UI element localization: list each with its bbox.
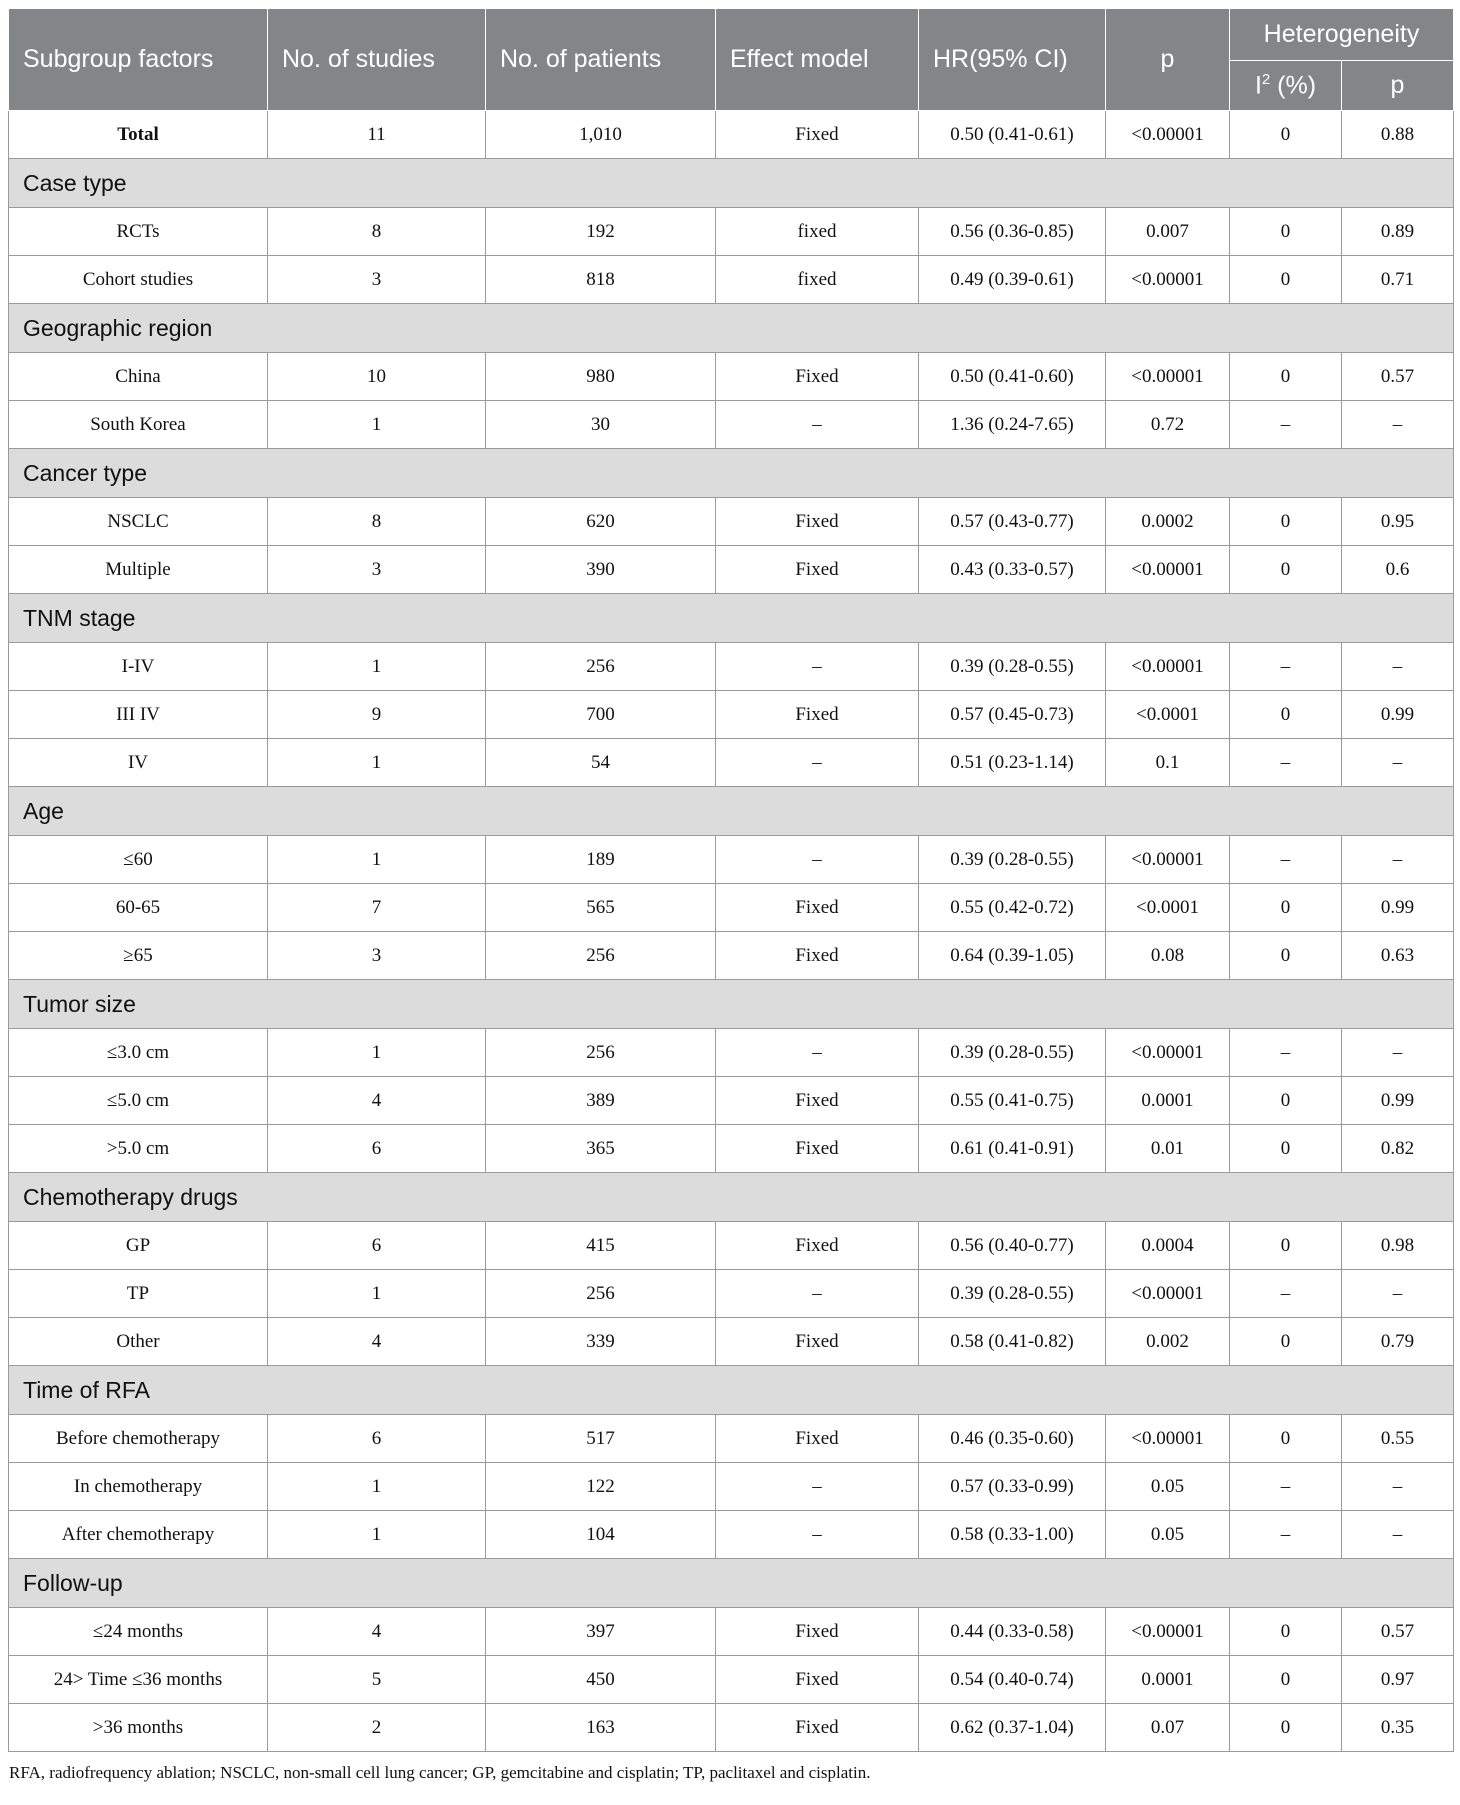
cell-studies: 6 (268, 1125, 486, 1173)
cell-hr-ci: 1.36 (0.24-7.65) (919, 401, 1106, 449)
cell-i-squared: 0 (1230, 1608, 1342, 1656)
cell-heterogeneity-p: 0.97 (1342, 1656, 1454, 1704)
cell-patients: 104 (486, 1511, 716, 1559)
cell-patients: 389 (486, 1077, 716, 1125)
cell-patients: 365 (486, 1125, 716, 1173)
table-row (9, 836, 1454, 884)
section-label: Follow-up (9, 1559, 1454, 1608)
cell-p-value: 0.0001 (1106, 1656, 1230, 1704)
cell-hr-ci: 0.39 (0.28-0.55) (919, 1270, 1106, 1318)
cell-hr-ci: 0.39 (0.28-0.55) (919, 643, 1106, 691)
cell-i-squared: – (1230, 1511, 1342, 1559)
cell-studies: 1 (268, 643, 486, 691)
cell-heterogeneity-p: 0.6 (1342, 546, 1454, 594)
table-row (9, 1318, 1454, 1366)
header-i-squared-sup: 2 (1261, 70, 1271, 88)
cell-effect-model: Fixed (716, 111, 919, 159)
cell-patients: 256 (486, 932, 716, 980)
cell-heterogeneity-p: – (1342, 1463, 1454, 1511)
total-row (9, 111, 1454, 159)
cell-effect-model: Fixed (716, 884, 919, 932)
table-row (9, 1511, 1454, 1559)
cell-p-value: 0.72 (1106, 401, 1230, 449)
cell-p-value: 0.05 (1106, 1463, 1230, 1511)
cell-i-squared: – (1230, 836, 1342, 884)
cell-effect-model: – (716, 643, 919, 691)
cell-heterogeneity-p: 0.89 (1342, 208, 1454, 256)
cell-subgroup: In chemotherapy (9, 1463, 268, 1511)
cell-hr-ci: 0.64 (0.39-1.05) (919, 932, 1106, 980)
cell-patients: 700 (486, 691, 716, 739)
table-row (9, 1415, 1454, 1463)
cell-effect-model: Fixed (716, 353, 919, 401)
cell-studies: 10 (268, 353, 486, 401)
cell-i-squared: 0 (1230, 1222, 1342, 1270)
table-row (9, 1656, 1454, 1704)
cell-patients: 450 (486, 1656, 716, 1704)
cell-heterogeneity-p: – (1342, 1029, 1454, 1077)
table-container (8, 8, 1453, 1783)
cell-p-value: 0.0004 (1106, 1222, 1230, 1270)
cell-hr-ci: 0.58 (0.41-0.82) (919, 1318, 1106, 1366)
table-row (9, 353, 1454, 401)
cell-p-value: <0.00001 (1106, 836, 1230, 884)
cell-effect-model: fixed (716, 256, 919, 304)
header-heterogeneity-p: p (1342, 61, 1454, 111)
cell-subgroup: Other (9, 1318, 268, 1366)
section-row (9, 1559, 1454, 1608)
cell-p-value: <0.0001 (1106, 691, 1230, 739)
header-no-of-patients: No. of patients (486, 9, 716, 111)
cell-patients: 189 (486, 836, 716, 884)
cell-heterogeneity-p: 0.79 (1342, 1318, 1454, 1366)
table-row (9, 1704, 1454, 1752)
cell-hr-ci: 0.39 (0.28-0.55) (919, 836, 1106, 884)
cell-subgroup: ≤3.0 cm (9, 1029, 268, 1077)
cell-i-squared: 0 (1230, 1415, 1342, 1463)
cell-heterogeneity-p: – (1342, 739, 1454, 787)
section-row (9, 1366, 1454, 1415)
cell-i-squared: – (1230, 401, 1342, 449)
cell-studies: 1 (268, 836, 486, 884)
cell-effect-model: – (716, 836, 919, 884)
cell-subgroup: South Korea (9, 401, 268, 449)
cell-subgroup: After chemotherapy (9, 1511, 268, 1559)
subgroup-analysis-table (8, 8, 1454, 1752)
table-footnote: RFA, radiofrequency ablation; NSCLC, non-small cell lung cancer; GP, gemcitabine and cisplatin; TP, paclitaxel and cisplatin. (9, 1763, 871, 1782)
cell-subgroup: 24> Time ≤36 months (9, 1656, 268, 1704)
cell-effect-model: Fixed (716, 1222, 919, 1270)
cell-p-value: <0.0001 (1106, 884, 1230, 932)
table-body (9, 111, 1454, 1752)
section-label: Time of RFA (9, 1366, 1454, 1415)
cell-heterogeneity-p: – (1342, 836, 1454, 884)
cell-subgroup: >5.0 cm (9, 1125, 268, 1173)
cell-heterogeneity-p: – (1342, 643, 1454, 691)
cell-hr-ci: 0.57 (0.33-0.99) (919, 1463, 1106, 1511)
cell-studies: 1 (268, 1029, 486, 1077)
cell-subgroup: III IV (9, 691, 268, 739)
cell-effect-model: fixed (716, 208, 919, 256)
header-subgroup-factors: Subgroup factors (9, 9, 268, 111)
cell-heterogeneity-p: – (1342, 401, 1454, 449)
table-row (9, 1222, 1454, 1270)
cell-effect-model: – (716, 739, 919, 787)
cell-studies: 1 (268, 739, 486, 787)
cell-hr-ci: 0.54 (0.40-0.74) (919, 1656, 1106, 1704)
section-label: Chemotherapy drugs (9, 1173, 1454, 1222)
section-row (9, 1173, 1454, 1222)
cell-effect-model: – (716, 1511, 919, 1559)
cell-heterogeneity-p: 0.35 (1342, 1704, 1454, 1752)
cell-heterogeneity-p: 0.63 (1342, 932, 1454, 980)
cell-studies: 7 (268, 884, 486, 932)
cell-subgroup: ≥65 (9, 932, 268, 980)
cell-patients: 565 (486, 884, 716, 932)
header-effect-model: Effect model (716, 9, 919, 111)
cell-hr-ci: 0.62 (0.37-1.04) (919, 1704, 1106, 1752)
cell-i-squared: 0 (1230, 498, 1342, 546)
cell-subgroup: Total (9, 111, 268, 159)
cell-effect-model: Fixed (716, 932, 919, 980)
header-i-squared-base: I (1254, 71, 1262, 100)
cell-subgroup: GP (9, 1222, 268, 1270)
cell-i-squared: – (1230, 1270, 1342, 1318)
cell-heterogeneity-p: 0.57 (1342, 1608, 1454, 1656)
section-label: Geographic region (9, 304, 1454, 353)
cell-studies: 1 (268, 1511, 486, 1559)
cell-studies: 2 (268, 1704, 486, 1752)
cell-effect-model: – (716, 401, 919, 449)
table-row (9, 643, 1454, 691)
table-row (9, 739, 1454, 787)
header-no-of-studies: No. of studies (268, 9, 486, 111)
cell-hr-ci: 0.50 (0.41-0.61) (919, 111, 1106, 159)
cell-patients: 256 (486, 643, 716, 691)
cell-i-squared: 0 (1230, 884, 1342, 932)
cell-heterogeneity-p: 0.82 (1342, 1125, 1454, 1173)
cell-hr-ci: 0.57 (0.45-0.73) (919, 691, 1106, 739)
cell-subgroup: IV (9, 739, 268, 787)
cell-i-squared: – (1230, 643, 1342, 691)
cell-i-squared: 0 (1230, 1318, 1342, 1366)
cell-patients: 980 (486, 353, 716, 401)
cell-hr-ci: 0.56 (0.40-0.77) (919, 1222, 1106, 1270)
cell-patients: 163 (486, 1704, 716, 1752)
cell-hr-ci: 0.39 (0.28-0.55) (919, 1029, 1106, 1077)
cell-p-value: 0.1 (1106, 739, 1230, 787)
cell-subgroup: China (9, 353, 268, 401)
cell-heterogeneity-p: 0.55 (1342, 1415, 1454, 1463)
cell-studies: 8 (268, 208, 486, 256)
cell-i-squared: 0 (1230, 256, 1342, 304)
cell-patients: 818 (486, 256, 716, 304)
cell-effect-model: Fixed (716, 691, 919, 739)
cell-heterogeneity-p: – (1342, 1511, 1454, 1559)
cell-effect-model: Fixed (716, 1125, 919, 1173)
cell-hr-ci: 0.61 (0.41-0.91) (919, 1125, 1106, 1173)
cell-effect-model: – (716, 1029, 919, 1077)
cell-i-squared: 0 (1230, 111, 1342, 159)
cell-p-value: <0.00001 (1106, 643, 1230, 691)
cell-heterogeneity-p: 0.99 (1342, 691, 1454, 739)
cell-p-value: 0.08 (1106, 932, 1230, 980)
table-row (9, 884, 1454, 932)
cell-subgroup: TP (9, 1270, 268, 1318)
cell-effect-model: Fixed (716, 1415, 919, 1463)
header-i-squared (1230, 61, 1342, 111)
cell-p-value: 0.05 (1106, 1511, 1230, 1559)
cell-studies: 6 (268, 1415, 486, 1463)
cell-effect-model: Fixed (716, 1077, 919, 1125)
section-row (9, 980, 1454, 1029)
section-label: Cancer type (9, 449, 1454, 498)
cell-p-value: 0.0002 (1106, 498, 1230, 546)
cell-patients: 397 (486, 1608, 716, 1656)
cell-patients: 192 (486, 208, 716, 256)
cell-hr-ci: 0.57 (0.43-0.77) (919, 498, 1106, 546)
cell-i-squared: 0 (1230, 1704, 1342, 1752)
cell-subgroup: ≤24 months (9, 1608, 268, 1656)
cell-studies: 5 (268, 1656, 486, 1704)
cell-subgroup: >36 months (9, 1704, 268, 1752)
table-row (9, 1125, 1454, 1173)
cell-p-value: <0.00001 (1106, 1270, 1230, 1318)
cell-effect-model: Fixed (716, 1704, 919, 1752)
header-i-squared-suffix: (%) (1270, 71, 1317, 100)
cell-hr-ci: 0.44 (0.33-0.58) (919, 1608, 1106, 1656)
section-row (9, 449, 1454, 498)
section-row (9, 304, 1454, 353)
cell-studies: 3 (268, 932, 486, 980)
table-row (9, 1608, 1454, 1656)
cell-i-squared: – (1230, 1029, 1342, 1077)
cell-hr-ci: 0.56 (0.36-0.85) (919, 208, 1106, 256)
cell-patients: 256 (486, 1029, 716, 1077)
table-row (9, 401, 1454, 449)
table-row (9, 498, 1454, 546)
cell-heterogeneity-p: 0.99 (1342, 884, 1454, 932)
cell-hr-ci: 0.43 (0.33-0.57) (919, 546, 1106, 594)
cell-hr-ci: 0.55 (0.42-0.72) (919, 884, 1106, 932)
cell-effect-model: Fixed (716, 1656, 919, 1704)
cell-subgroup: NSCLC (9, 498, 268, 546)
cell-effect-model: Fixed (716, 498, 919, 546)
cell-studies: 11 (268, 111, 486, 159)
cell-patients: 390 (486, 546, 716, 594)
cell-p-value: <0.00001 (1106, 1029, 1230, 1077)
cell-p-value: <0.00001 (1106, 256, 1230, 304)
table-row (9, 1270, 1454, 1318)
cell-p-value: <0.00001 (1106, 546, 1230, 594)
cell-patients: 30 (486, 401, 716, 449)
cell-studies: 4 (268, 1077, 486, 1125)
section-label: Age (9, 787, 1454, 836)
cell-studies: 9 (268, 691, 486, 739)
cell-patients: 620 (486, 498, 716, 546)
section-label: Tumor size (9, 980, 1454, 1029)
cell-subgroup: RCTs (9, 208, 268, 256)
cell-effect-model: – (716, 1463, 919, 1511)
table-row (9, 1029, 1454, 1077)
cell-studies: 3 (268, 256, 486, 304)
cell-subgroup: ≤5.0 cm (9, 1077, 268, 1125)
cell-p-value: 0.002 (1106, 1318, 1230, 1366)
cell-i-squared: 0 (1230, 1125, 1342, 1173)
cell-studies: 1 (268, 401, 486, 449)
cell-i-squared: 0 (1230, 1656, 1342, 1704)
cell-i-squared: 0 (1230, 1077, 1342, 1125)
cell-subgroup: Before chemotherapy (9, 1415, 268, 1463)
cell-heterogeneity-p: 0.57 (1342, 353, 1454, 401)
cell-p-value: 0.07 (1106, 1704, 1230, 1752)
cell-effect-model: – (716, 1270, 919, 1318)
cell-patients: 517 (486, 1415, 716, 1463)
cell-studies: 1 (268, 1270, 486, 1318)
cell-hr-ci: 0.55 (0.41-0.75) (919, 1077, 1106, 1125)
section-row (9, 159, 1454, 208)
cell-i-squared: – (1230, 739, 1342, 787)
cell-subgroup: 60-65 (9, 884, 268, 932)
header-hr-ci: HR(95% CI) (919, 9, 1106, 111)
cell-patients: 256 (486, 1270, 716, 1318)
cell-effect-model: Fixed (716, 546, 919, 594)
cell-subgroup: I-IV (9, 643, 268, 691)
cell-subgroup: Cohort studies (9, 256, 268, 304)
table-row (9, 691, 1454, 739)
cell-i-squared: 0 (1230, 546, 1342, 594)
cell-hr-ci: 0.58 (0.33-1.00) (919, 1511, 1106, 1559)
cell-patients: 54 (486, 739, 716, 787)
cell-heterogeneity-p: 0.98 (1342, 1222, 1454, 1270)
cell-heterogeneity-p: 0.88 (1342, 111, 1454, 159)
cell-p-value: 0.01 (1106, 1125, 1230, 1173)
cell-hr-ci: 0.50 (0.41-0.60) (919, 353, 1106, 401)
cell-hr-ci: 0.51 (0.23-1.14) (919, 739, 1106, 787)
header-p-value: p (1106, 9, 1230, 111)
cell-effect-model: Fixed (716, 1318, 919, 1366)
cell-heterogeneity-p: 0.99 (1342, 1077, 1454, 1125)
cell-i-squared: – (1230, 1463, 1342, 1511)
table-header (9, 9, 1454, 111)
header-heterogeneity: Heterogeneity (1230, 9, 1454, 61)
cell-i-squared: 0 (1230, 353, 1342, 401)
cell-i-squared: 0 (1230, 208, 1342, 256)
cell-heterogeneity-p: 0.95 (1342, 498, 1454, 546)
section-row (9, 594, 1454, 643)
cell-patients: 1,010 (486, 111, 716, 159)
cell-subgroup: ≤60 (9, 836, 268, 884)
cell-p-value: 0.0001 (1106, 1077, 1230, 1125)
table-row (9, 208, 1454, 256)
section-label: Case type (9, 159, 1454, 208)
cell-p-value: <0.00001 (1106, 111, 1230, 159)
cell-studies: 1 (268, 1463, 486, 1511)
table-row (9, 932, 1454, 980)
table-row (9, 1463, 1454, 1511)
cell-studies: 6 (268, 1222, 486, 1270)
cell-studies: 3 (268, 546, 486, 594)
cell-p-value: <0.00001 (1106, 353, 1230, 401)
cell-heterogeneity-p: – (1342, 1270, 1454, 1318)
cell-heterogeneity-p: 0.71 (1342, 256, 1454, 304)
cell-patients: 339 (486, 1318, 716, 1366)
cell-hr-ci: 0.49 (0.39-0.61) (919, 256, 1106, 304)
cell-studies: 8 (268, 498, 486, 546)
cell-studies: 4 (268, 1608, 486, 1656)
cell-i-squared: 0 (1230, 932, 1342, 980)
cell-subgroup: Multiple (9, 546, 268, 594)
cell-hr-ci: 0.46 (0.35-0.60) (919, 1415, 1106, 1463)
table-row (9, 1077, 1454, 1125)
section-label: TNM stage (9, 594, 1454, 643)
cell-studies: 4 (268, 1318, 486, 1366)
cell-p-value: 0.007 (1106, 208, 1230, 256)
cell-i-squared: 0 (1230, 691, 1342, 739)
table-row (9, 256, 1454, 304)
cell-patients: 122 (486, 1463, 716, 1511)
table-row (9, 546, 1454, 594)
cell-patients: 415 (486, 1222, 716, 1270)
section-row (9, 787, 1454, 836)
cell-p-value: <0.00001 (1106, 1415, 1230, 1463)
cell-effect-model: Fixed (716, 1608, 919, 1656)
cell-p-value: <0.00001 (1106, 1608, 1230, 1656)
